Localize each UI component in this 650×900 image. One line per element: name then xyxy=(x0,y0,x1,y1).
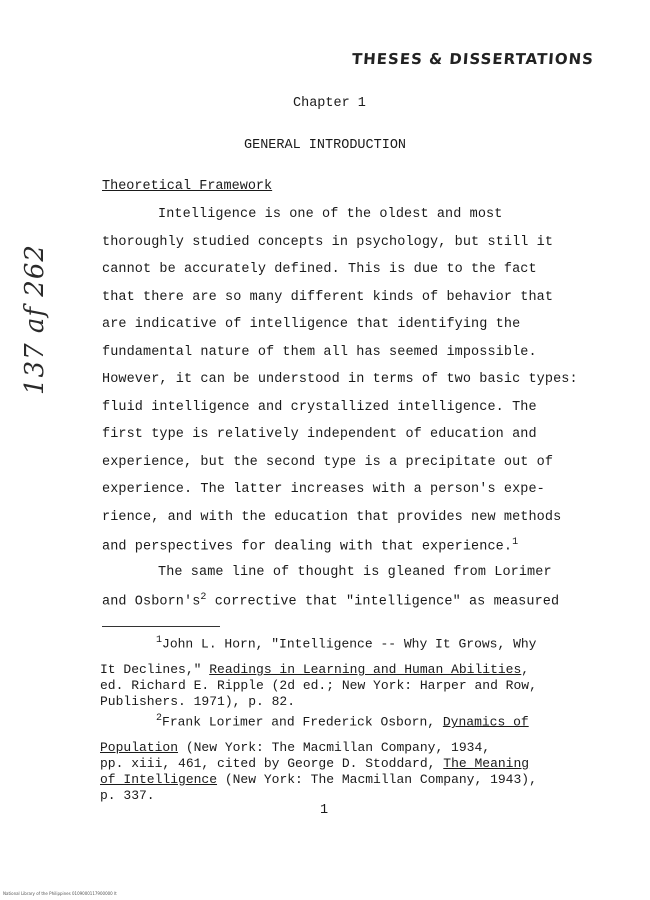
body-line-text: and Osborn's xyxy=(102,594,201,610)
body-line: fundamental nature of them all has seemed impossible. xyxy=(102,345,537,360)
footnote-1-line: ed. Richard E. Ripple (2d ed.; New York: Harper and Row, xyxy=(100,678,537,693)
footnote-2-text: (New York: The Macmillan Company, 1934, xyxy=(178,740,491,755)
page-number: 1 xyxy=(320,803,329,818)
footnote-2-line: p. 337. xyxy=(100,788,155,803)
section-title: Theoretical Framework xyxy=(102,179,273,194)
library-footer: National Library of the Philippines 0109000117900000 lt xyxy=(3,891,117,896)
body-line: However, it can be understood in terms of two basic types: xyxy=(102,372,578,387)
footnote-2-line xyxy=(100,741,490,754)
body-line: are indicative of intelligence that identifying the xyxy=(102,317,521,332)
body-line: experience, but the second type is a precipitate out of xyxy=(102,455,554,470)
body-line: rience, and with the education that provides new methods xyxy=(102,510,562,525)
body-line: first type is relatively independent of education and xyxy=(102,427,537,442)
footnote-2-line xyxy=(156,714,529,728)
body-line: thoroughly studied concepts in psychology, but still it xyxy=(102,235,554,250)
footnote-2-text: (New York: The Macmillan Company, 1943), xyxy=(217,772,537,787)
body-line: Intelligence is one of the oldest and most xyxy=(158,207,503,222)
body-line xyxy=(102,592,559,610)
footnote-2-line xyxy=(100,757,529,770)
footnote-1-text: , xyxy=(521,662,530,677)
footnote-1-line xyxy=(100,663,529,676)
body-line: experience. The latter increases with a person's expe- xyxy=(102,482,545,497)
footnote-rule xyxy=(102,626,220,627)
footnote-2-text: Frank Lorimer and Frederick Osborn, xyxy=(162,714,443,730)
body-line xyxy=(102,537,518,555)
footnote-2-title: of Intelligence xyxy=(100,772,218,787)
footnote-1-line xyxy=(156,636,536,650)
footnote-1-title: Readings in Learning and Human Abilities xyxy=(209,662,522,677)
chapter-label: Chapter 1 xyxy=(293,96,366,111)
footnote-2-title: The Meaning xyxy=(443,756,530,771)
footnote-1-line: Publishers. 1971), p. 82. xyxy=(100,694,296,709)
footnote-ref-1: 1 xyxy=(512,537,519,548)
footnote-ref-2: 2 xyxy=(200,592,207,603)
body-line-text: and perspectives for dealing with that experience. xyxy=(102,539,513,555)
footnote-2-line xyxy=(100,773,537,786)
footnote-2-title: Population xyxy=(100,740,179,755)
body-line: cannot be accurately defined. This is due to the fact xyxy=(102,262,537,277)
theses-stamp: THESES & DISSERTATIONS xyxy=(351,50,595,68)
footnote-1-text: John L. Horn, "Intelligence -- Why It Grows, Why xyxy=(162,636,537,652)
body-line-text: corrective that "intelligence" as measured xyxy=(206,594,560,610)
handwritten-margin-note: 137 af 262 xyxy=(20,244,50,395)
footnote-2-text: pp. xiii, 461, cited by George D. Stoddard, xyxy=(100,756,444,771)
body-line: fluid intelligence and crystallized intelligence. The xyxy=(102,400,537,415)
body-line: The same line of thought is gleaned from Lorimer xyxy=(158,565,552,580)
chapter-heading: GENERAL INTRODUCTION xyxy=(244,138,407,153)
footnote-2-title: Dynamics of xyxy=(442,714,529,730)
footnote-1-number: 1 xyxy=(156,635,163,646)
footnote-2-number: 2 xyxy=(156,713,163,724)
body-line: that there are so many different kinds of behavior that xyxy=(102,290,554,305)
footnote-1-text: It Declines," xyxy=(100,662,210,677)
